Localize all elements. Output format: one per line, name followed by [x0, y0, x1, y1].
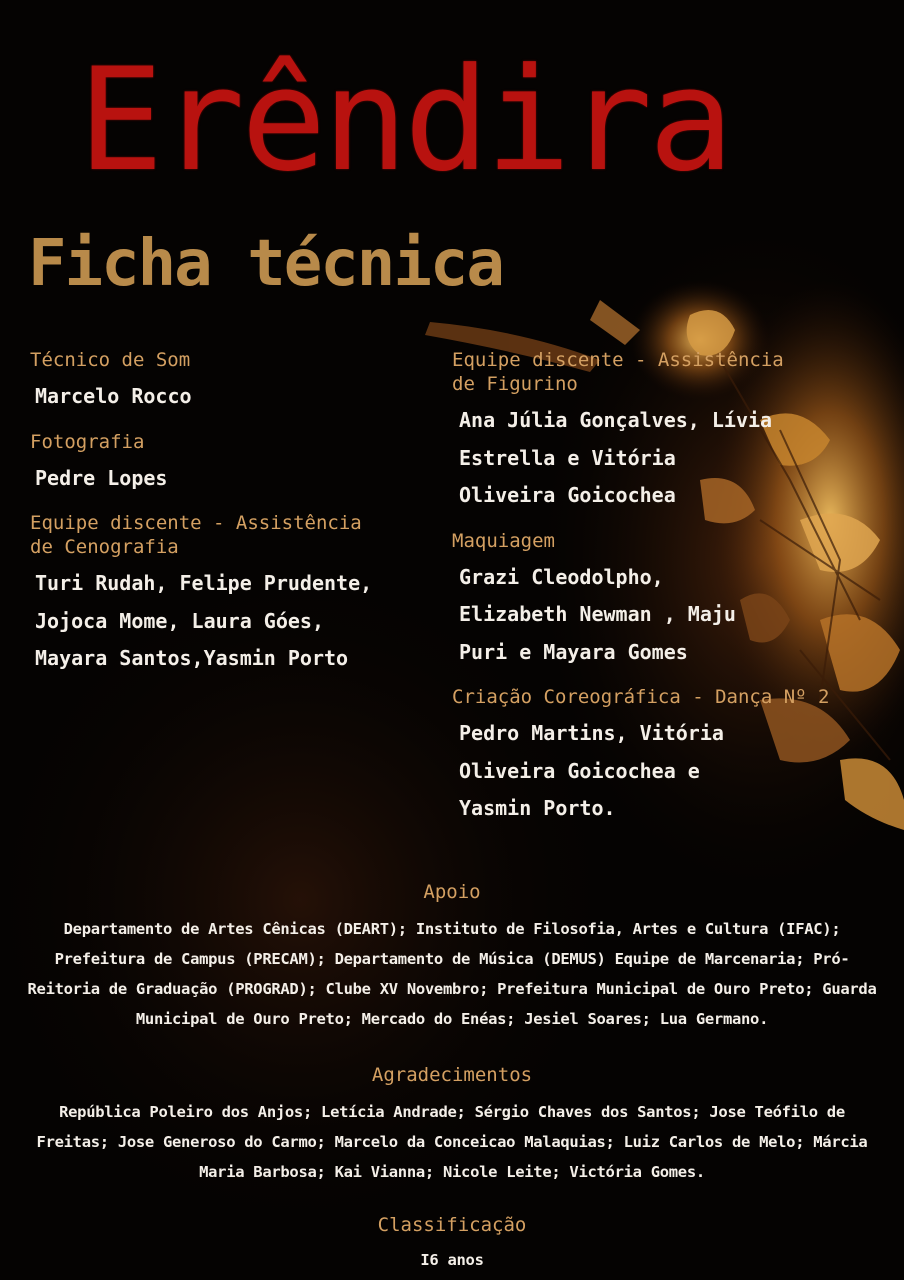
credit-role: Criação Coreográfica - Dança Nº 2 [452, 686, 830, 708]
apoio-section [0, 880, 904, 1034]
classificacao-text: I6 anos [420, 1251, 484, 1269]
credit-section [30, 511, 410, 678]
left-credits-column [30, 348, 410, 692]
credit-role: Equipe discente - Assistência de Figurino [452, 349, 784, 395]
credit-section [452, 529, 872, 672]
credit-names: Pedro Martins, Vitória Oliveira Goicochea e Yasmin Porto. [459, 721, 724, 820]
apoio-heading: Apoio [423, 881, 481, 903]
credit-role: Fotografia [30, 430, 145, 453]
credits-subtitle: Ficha técnica [28, 227, 503, 301]
credit-section [30, 348, 410, 416]
agradecimentos-text: República Poleiro dos Anjos; Letícia Andrade; Sérgio Chaves dos Santos; Jose Teófilo de Freitas; Jose Generoso do Carmo; Marcelo da Conceicao Malaquias; Luiz Carlos de Melo; Márcia Maria Barbosa; Kai Vianna; Nicole Leite; Victória Gomes. [36, 1103, 868, 1181]
classificacao-heading: Classificação [377, 1214, 527, 1236]
credit-names: Pedre Lopes [35, 465, 168, 490]
credit-role: Maquiagem [452, 529, 555, 552]
credit-names: Grazi Cleodolpho, Elizabeth Newman , Maju Puri e Mayara Gomes [459, 564, 736, 664]
credit-role: Técnico de Som [30, 349, 191, 371]
credit-section [30, 430, 410, 498]
credit-role: Equipe discente - Assistência de Cenografia [30, 512, 362, 558]
credit-names: Turi Rudah, Felipe Prudente, Jojoca Mome, Laura Góes, Mayara Santos,Yasmin Porto [35, 571, 373, 670]
credit-names: Ana Júlia Gonçalves, Lívia Estrella e Vitória Oliveira Goicochea [459, 408, 773, 507]
right-credits-column [452, 348, 872, 842]
credit-names: Marcelo Rocco [35, 384, 192, 408]
agradecimentos-section [0, 1063, 904, 1187]
credit-section [452, 348, 872, 515]
credit-section [452, 685, 872, 828]
classificacao-section [0, 1213, 904, 1275]
agradecimentos-heading: Agradecimentos [371, 1064, 533, 1086]
play-title: Erêndira [78, 38, 730, 203]
apoio-text: Departamento de Artes Cênicas (DEART); Instituto de Filosofia, Artes e Cultura (IFAC); Prefeitura de Campus (PRECAM); Departamento de Música (DEMUS) Equipe de Marcenaria; Pró-Reitoria de Graduação (PROGRAD); Clube XV Novembro; Prefeitura Municipal de Ouro Preto; Guarda Municipal de Ouro Preto; Mercado do Enéas; Jesiel Soares; Lua Germano. [27, 920, 877, 1028]
